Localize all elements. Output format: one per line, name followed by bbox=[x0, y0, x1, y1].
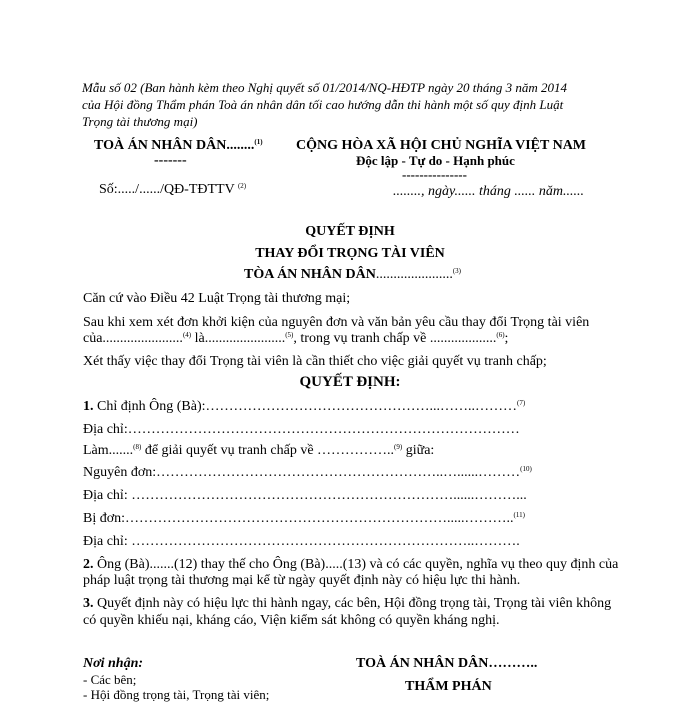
court-name: TOÀ ÁN NHÂN DÂN........$^{(1)}$ bbox=[94, 138, 263, 153]
item1-address: Địa chỉ:………………………………………………………………………… bbox=[83, 422, 520, 437]
preamble-consideration: Xét thấy việc thay đổi Trọng tài viên là cần thiết cho việc giải quyết vụ tranh chấp; bbox=[83, 354, 547, 369]
left-divider: ------- bbox=[154, 153, 187, 168]
preamble-review-line2: của.......................$^{(4)}$ là.......................$^{(5)}$, trong vụ tranh chấp về ...................$^{(6)}$; bbox=[83, 331, 509, 346]
recipients-title: Nơi nhận: bbox=[83, 656, 144, 671]
title-line1: QUYẾT ĐỊNH bbox=[305, 224, 395, 239]
decision-heading: QUYẾT ĐỊNH: bbox=[299, 374, 401, 390]
decision-number: Số:...../....../QĐ-TĐTTV $^{(2)}$ bbox=[99, 182, 247, 197]
item3-line1: 3. Quyết định này có hiệu lực thi hành ngay, các bên, Hội đồng trọng tài, Trọng tài viên không bbox=[83, 596, 612, 611]
right-divider: --------------- bbox=[402, 167, 467, 182]
nation-name: CỘNG HÒA XÃ HỘI CHỦ NGHĨA VIỆT NAM bbox=[296, 138, 587, 153]
signature-judge: THẨM PHÁN bbox=[405, 679, 492, 694]
recipient-arbitration-council: - Hội đồng trọng tài, Trọng tài viên; bbox=[83, 687, 270, 702]
item3-line2: có quyền khiếu nại, kháng cáo, Viện kiểm sát không có quyền kháng nghị. bbox=[83, 613, 500, 628]
title-footnote: (3) bbox=[452, 267, 462, 275]
header-note-line1: Mẫu số 02 (Ban hành kèm theo Nghị quyết số 01/2014/NQ-HĐTP ngày 20 tháng 3 năm 2014 bbox=[82, 80, 568, 95]
preamble-legal-basis: Căn cứ vào Điều 42 Luật Trọng tài thương mại; bbox=[83, 291, 351, 306]
item1-plaintiff-address: Địa chỉ: ……………………………………………………………......………... bbox=[83, 488, 527, 503]
item1-plaintiff: Nguyên đơn:……………………………………………………..…......………$^{(10)}$ bbox=[83, 465, 532, 480]
item2-line2: pháp luật trọng tài thương mại kể từ ngày quyết định này có hiệu lực thi hành. bbox=[83, 573, 521, 588]
item1-role: Làm.......$^{(8)}$ để giải quyết vụ tranh chấp về ……………..$^{(9)}$ giữa: bbox=[83, 443, 435, 458]
court-footnote: (1) bbox=[254, 138, 263, 146]
item1-defendant: Bị đơn:…………………………………………………………….....………..$^{(11)}$ bbox=[83, 511, 525, 526]
title-line2: THAY ĐỔI TRỌNG TÀI VIÊN bbox=[255, 246, 445, 261]
signature-court: TOÀ ÁN NHÂN DÂN……….. bbox=[356, 656, 538, 671]
item2-line1: 2. Ông (Bà).......(12) thay thế cho Ông (Bà).....(13) và có các quyền, nghĩa vụ theo quy định của bbox=[83, 557, 619, 572]
item1-appoint: 1. Chỉ định Ông (Bà):…………………………………………...……..………$^{(7)}$ bbox=[83, 399, 526, 414]
item1-defendant-address: Địa chỉ: ………………………………………………………………..………. bbox=[83, 534, 520, 549]
header-note-line3: Trọng tài thương mại) bbox=[82, 114, 198, 129]
header-note-line2: của Hội đồng Thẩm phán Toà án nhân dân tối cao hướng dẫn thi hành một số quy định Luật bbox=[82, 97, 564, 112]
number-footnote: (2) bbox=[237, 182, 247, 190]
issue-date: ........, ngày...... tháng ...... năm...... bbox=[393, 184, 584, 199]
national-motto: Độc lập - Tự do - Hạnh phúc bbox=[356, 153, 515, 168]
recipient-parties: - Các bên; bbox=[83, 672, 137, 687]
title-line3: TÒA ÁN NHÂN DÂN......................$^{(3)}$ bbox=[244, 267, 462, 282]
preamble-review-line1: Sau khi xem xét đơn khởi kiện của nguyên đơn và văn bản yêu cầu thay đổi Trọng tài viên bbox=[83, 315, 590, 330]
